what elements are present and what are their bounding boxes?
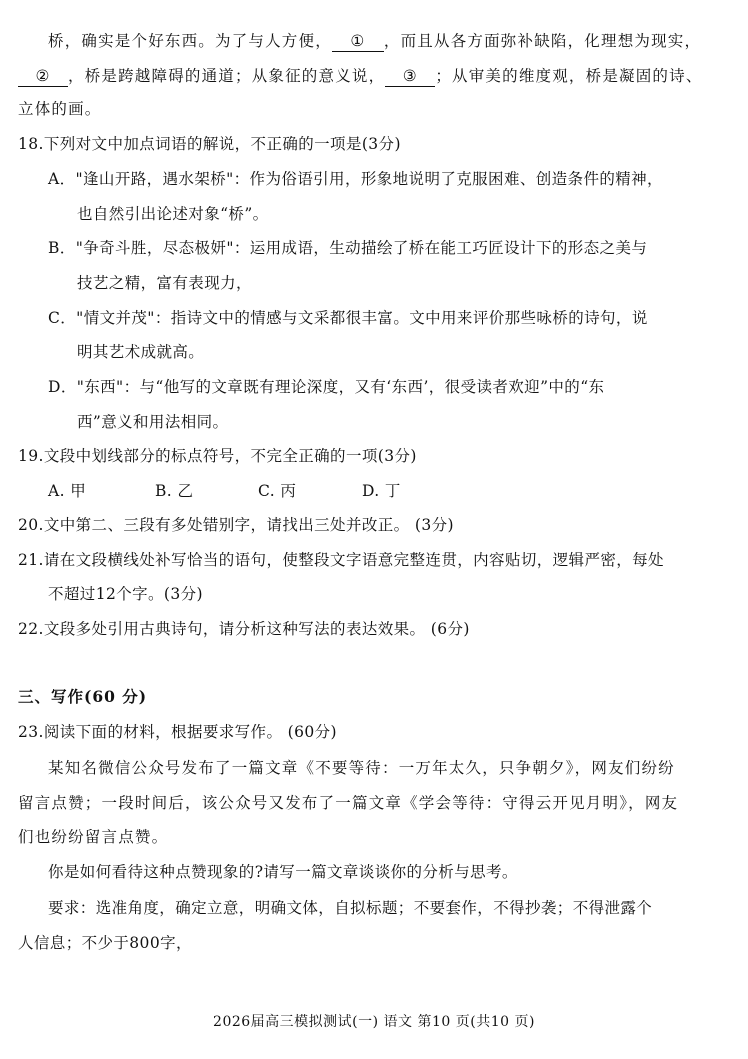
q22-stem: 22.文段多处引用古典诗句，请分析这种写法的表达效果。 (6分) [18, 620, 470, 638]
q21-stem: 21.请在文段横线处补写恰当的语句，使整段文字语意完整连贯，内容贴切，逻辑严密，每处 [18, 551, 664, 569]
q19-stem: 19.文段中划线部分的标点符号，不完全正确的一项(3分) [18, 447, 417, 465]
q18-option-c: C．"情文并茂"：指诗文中的情感与文采都很丰富。文中用来评价那些咏桥的诗句，说 [48, 309, 648, 327]
passage-text: 桥，确实是个好东西。为了与人方便， [48, 32, 332, 50]
passage-text: ；从审美的维度观，桥是凝固的诗、 [435, 67, 703, 85]
q19-option: B. 乙 [155, 482, 194, 500]
q23-material-3: 们也纷纷留言点赞。 [18, 828, 169, 846]
q18-option-b: B．"争奇斗胜，尽态极妍"：运用成语，生动描绘了桥在能工巧匠设计下的形态之美与 [48, 239, 648, 257]
q18-option-b-cont: 技艺之精，富有表现力， [77, 274, 252, 292]
q19-option: C. 丙 [258, 482, 297, 500]
q18-option-d: D．"东西"：与“他写的文章既有理论深度，又有‘东西’，很受读者欢迎”中的“东 [48, 378, 605, 396]
q23-requirements: 要求：选准角度，确定立意，明确文体，自拟标题；不要套作，不得抄袭；不得泄露个 [48, 899, 653, 917]
passage-line-2 [18, 65, 732, 87]
passage-text: ，而且从各方面弥补缺陷，化理想为现实， [383, 32, 702, 50]
passage-text: ，桥是跨越障碍的通道；从象征的意义说， [68, 67, 386, 85]
section-title: 三、写作(60 分) [18, 687, 148, 706]
q23-requirements-cont: 人信息；不少于800字， [18, 934, 192, 952]
q23-prompt: 你是如何看待这种点赞现象的?请写一篇文章谈谈你的分析与思考。 [48, 863, 518, 881]
passage-line-1 [48, 30, 732, 52]
q18-stem: 18.下列对文中加点词语的解说，不正确的一项是(3分) [18, 135, 401, 153]
q19-option: A. 甲 [48, 482, 87, 500]
blank-2: ② [18, 66, 68, 87]
q23-material-1: 某知名微信公众号发布了一篇文章《不要等待：一万年太久，只争朝夕》，网友们纷纷 [48, 759, 675, 777]
q18-option-a: A．"逢山开路，遇水架桥"：作为俗语引用，形象地说明了克服困难、创造条件的精神， [48, 170, 663, 188]
q20-stem: 20.文中第二、三段有多处错别字，请找出三处并改正。 (3分) [18, 516, 454, 534]
q23-stem: 23.阅读下面的材料，根据要求写作。 (60分) [18, 723, 337, 741]
q19-options [48, 480, 732, 502]
q21-stem-cont: 不超过12个字。(3分) [48, 585, 203, 603]
blank-3: ③ [385, 66, 435, 87]
q18-option-a-cont: 也自然引出论述对象“桥”。 [77, 205, 269, 223]
q18-option-d-cont: 西”意义和用法相同。 [77, 413, 229, 431]
q18-option-c-cont: 明其艺术成就高。 [77, 343, 205, 361]
q23-material-2: 留言点赞；一段时间后，该公众号又发布了一篇文章《学会等待：守得云开见月明》，网友 [18, 794, 679, 812]
blank-1: ① [332, 31, 384, 52]
passage-line-3: 立体的画。 [18, 100, 102, 118]
page-footer: 2026届高三模拟测试(一) 语文 第10 页(共10 页) [213, 1014, 535, 1030]
q19-option: D. 丁 [362, 482, 401, 500]
